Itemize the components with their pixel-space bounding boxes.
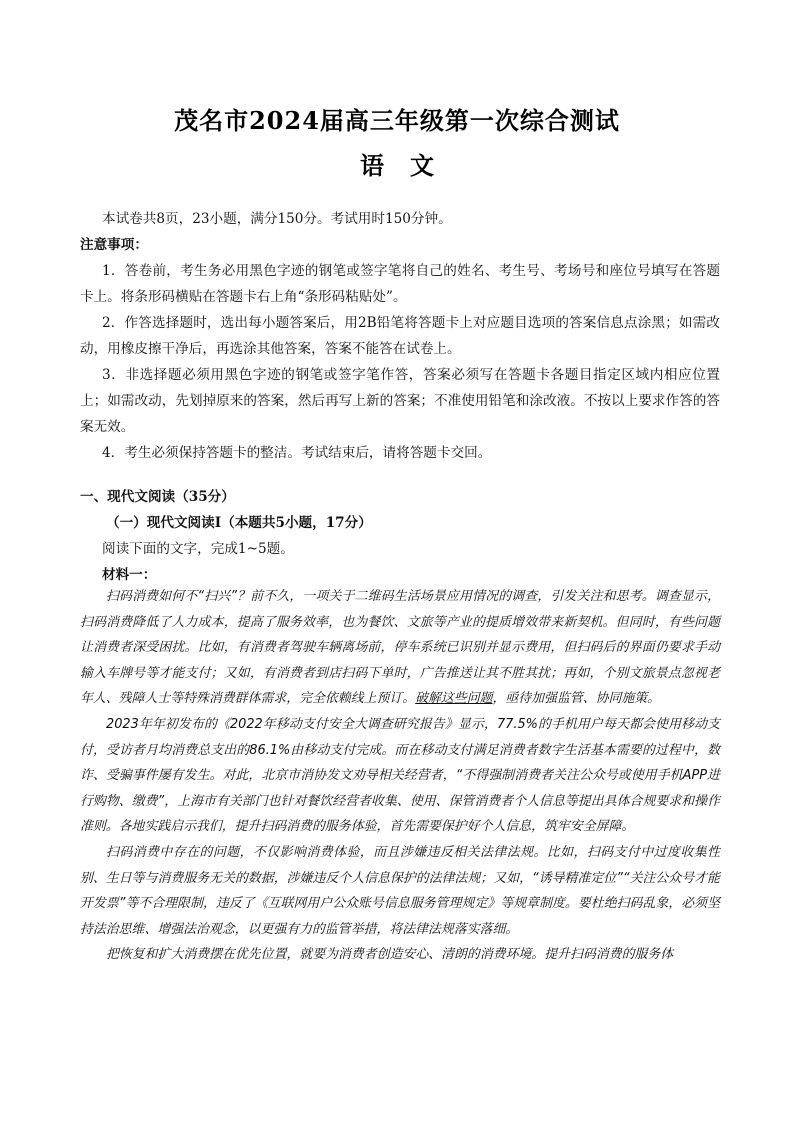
exam-summary: 本试卷共8页，23小题，满分150分。考试用时150分钟。 — [102, 211, 452, 227]
subject-title: 语文 — [360, 151, 460, 180]
reading-instruction: 阅读下面的文字，完成1~5题。 — [102, 541, 294, 557]
exam-title: 茂名市2024届高三年级第一次综合测试 — [174, 106, 620, 135]
underlined-phrase: 破解这些问题 — [415, 691, 493, 707]
passage-paragraph: 2023年年初发布的《2022年移动支付安全大调查研究报告》显示，77.5%的手机用户每天都会使用移动支付，受访者月均消费总支出的86.1%由移动支付完成。而在移动支付满足消费者数字生活基本需要的过程中，数诈、受骗事件屡有发生。对此，北京市消协发文劝导相关经营者，“不得强制消费者关注公众号或使用手机APP进行购物、缴费”，上海市有关部门也针对餐饮经营者收集、使用、保管消费者个人信息等提出具体合规要求和操作准则。各地实践启示我们，提升扫码消费的服务体验，首先需要保护好个人信息，筑牢安全屏障。 — [80, 716, 720, 835]
material-label: 材料一： — [102, 567, 157, 583]
exam-instructions — [80, 206, 720, 466]
notice-heading: 注意事项： — [80, 237, 148, 253]
notice-item: 2．作答选择题时，选出每小题答案后，用2B铅笔将答题卡上对应题目选项的答案信息点涂黑；如需改动，用橡皮擦干净后，再选涂其他答案，答案不能答在试卷上。 — [80, 315, 720, 357]
paragraph-text: 扫码消费如何不“扫兴”？前不久，一项关于二维码生活场景应用情况的调查，引发关注和思考。调查显示，扫码消费降低了人力成本，提高了服务效率，也为餐饮、文旅等产业的提质增效带来新契机。但同时，有些问题让消费者深受困扰。比如，有消费者驾驶车辆离场前，停车系统已识别并显示费用，但扫码后的界面仍要求手动输入车牌号等才能支付；又如，有消费者到店扫码下单时，广告推送让其不胜其扰；再如，个别文旅景点忽视老年人、残障人士等特殊消费群体需求，完全依赖线上预订。 — [80, 589, 720, 707]
paragraph-text: ，亟待加强监管、协同施策。 — [492, 691, 661, 707]
section-heading: 一、现代文阅读（35分） — [80, 489, 235, 505]
notice-item: 4．考生必须保持答题卡的整洁。考试结束后，请将答题卡交回。 — [102, 445, 492, 461]
section-header — [80, 484, 720, 588]
passage-paragraph: 扫码消费中存在的问题，不仅影响消费体验，而且涉嫌违反相关法律法规。比如，扫码支付中过度收集性别、生日等与消费服务无关的数据，涉嫌违反个人信息保护的法律法规；又如，“诱导精准定位”“关注公众号才能开发票”等不合理限制，违反了《互联网用户公众账号信息服务管理规定》等规章制度。要杜绝扫码乱象，必须坚持法治思维、增强法治观念，以更强有力的监管举措，将法律法规落实落细。 — [80, 844, 720, 937]
reading-passage — [80, 584, 720, 968]
notice-item: 3．非选择题必须用黑色字迹的钢笔或签字笔作答，答案必须写在答题卡各题目指定区域内相应位置上；如需改动，先划掉原来的答案，然后再写上新的答案；不准使用铅笔和涂改液。不按以上要求作答的答案无效。 — [80, 367, 720, 435]
passage-paragraph — [80, 584, 720, 712]
section-subheading: （一）现代文阅读Ⅰ（本题共5小题，17分） — [106, 515, 372, 531]
notice-item: 1．答卷前，考生务必用黑色字迹的钢笔或签字笔将自己的姓名、考生号、考场号和座位号填写在答题卡上。将条形码横贴在答题卡右上角“条形码粘贴处”。 — [80, 263, 720, 305]
passage-paragraph: 把恢复和扩大消费摆在优先位置，就要为消费者创造安心、清朗的消费环境。提升扫码消费的服务体 — [106, 947, 674, 963]
